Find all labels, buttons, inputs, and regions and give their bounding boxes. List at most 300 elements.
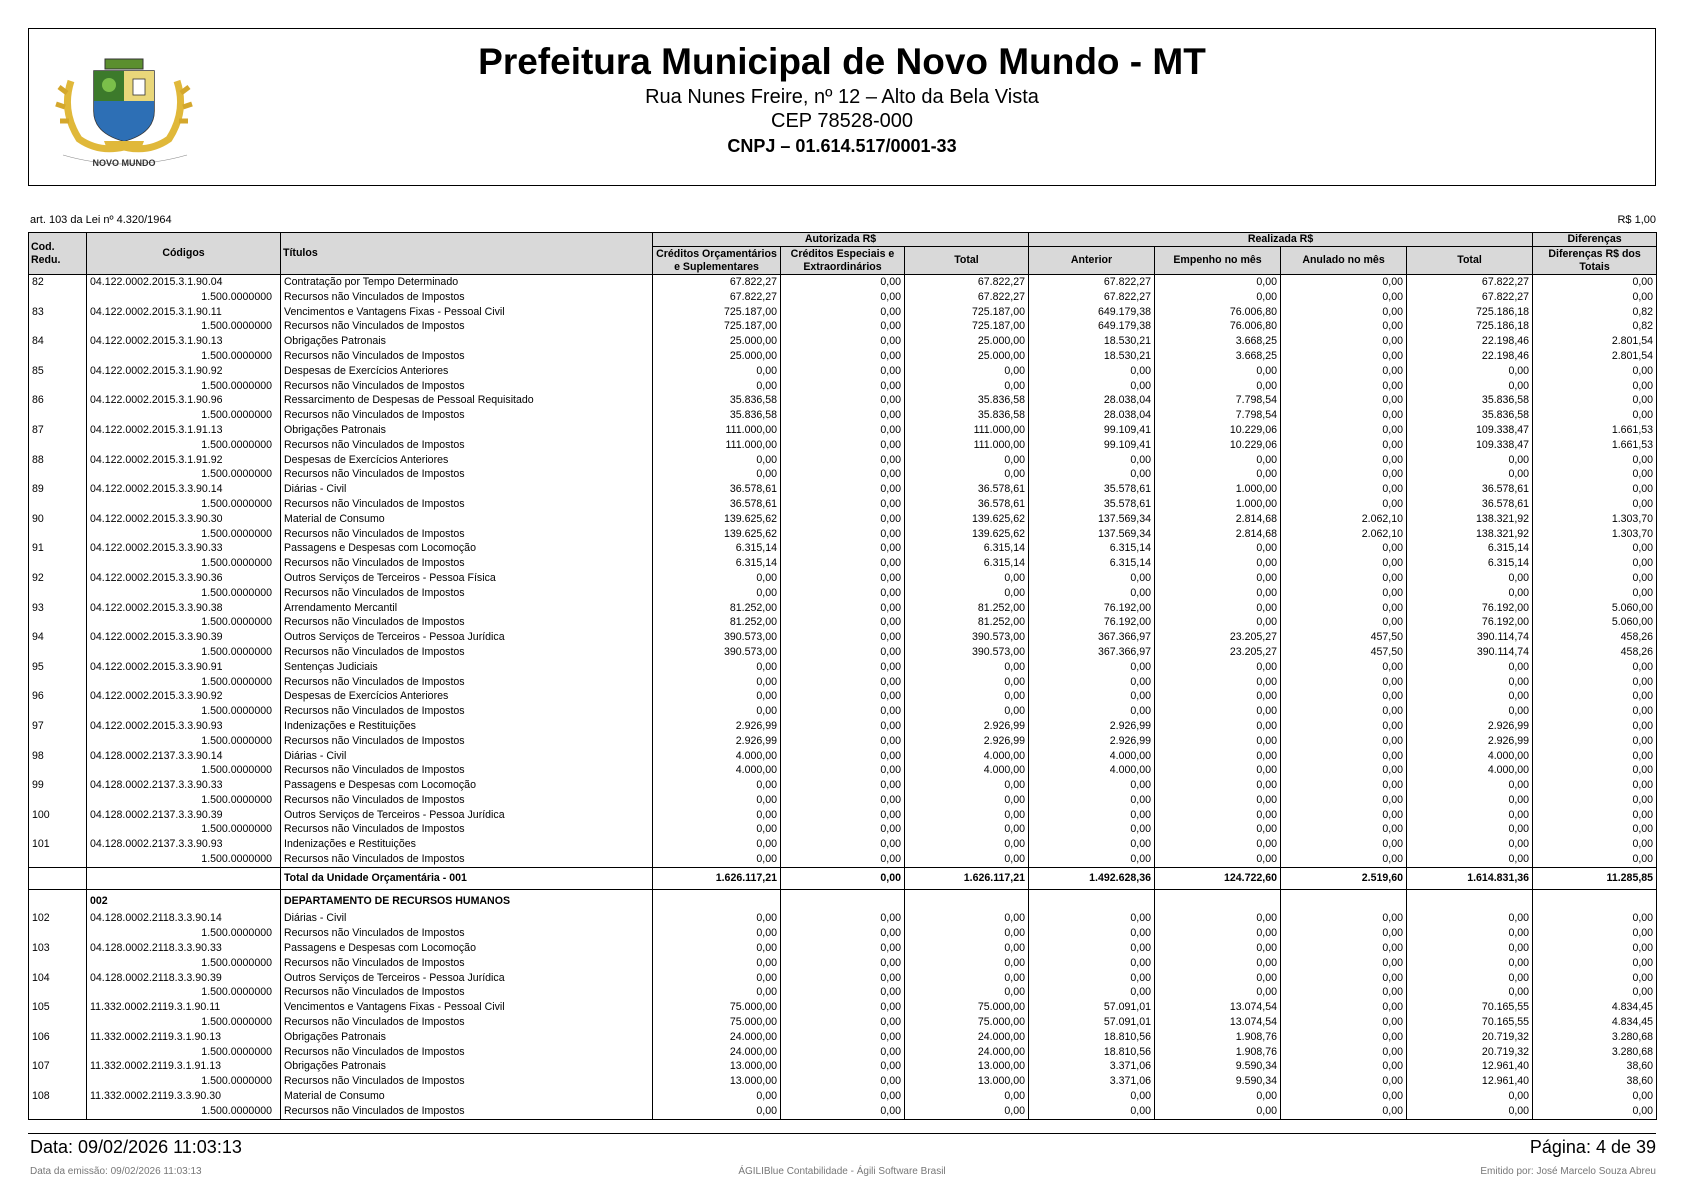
cell-value: 38,60	[1533, 1059, 1657, 1074]
cell-value: 457,50	[1281, 645, 1407, 660]
table-subrow	[29, 1074, 1657, 1089]
cell-value: 2.814,68	[1155, 527, 1281, 542]
cell-value: 18.810,56	[1029, 1030, 1155, 1045]
table-subrow	[29, 763, 1657, 778]
cell-codigo: 04.128.0002.2118.3.3.90.14	[87, 911, 281, 926]
table-row	[29, 305, 1657, 320]
cell-codigo: 04.122.0002.2015.3.1.91.13	[87, 423, 281, 438]
cell-value: 0,00	[905, 364, 1029, 379]
cell-titulo: Recursos não Vinculados de Impostos	[281, 408, 653, 423]
cell-value: 4.000,00	[905, 763, 1029, 778]
cell-codigo	[87, 867, 281, 889]
cell-value: 75.000,00	[653, 1015, 781, 1030]
cell-value: 0,00	[1029, 956, 1155, 971]
cell-value: 81.252,00	[905, 601, 1029, 616]
cell-value: 0,00	[1533, 1089, 1657, 1104]
cell-codigo: 04.122.0002.2015.3.3.90.14	[87, 482, 281, 497]
cell-value: 0,00	[1533, 971, 1657, 986]
cell-value: 36.578,61	[653, 482, 781, 497]
cell-codigo: 04.128.0002.2137.3.3.90.14	[87, 749, 281, 764]
cell-value: 4.834,45	[1533, 1000, 1657, 1015]
cell-value: 4.000,00	[1407, 763, 1533, 778]
cell-value: 0,00	[1281, 911, 1407, 926]
cell-value: 67.822,27	[905, 275, 1029, 290]
cell-titulo: Recursos não Vinculados de Impostos	[281, 290, 653, 305]
cell-codigo: 1.500.0000000	[87, 763, 281, 778]
cell-codigo: 1.500.0000000	[87, 1074, 281, 1089]
cell-value: 0,00	[653, 586, 781, 601]
table-row	[29, 423, 1657, 438]
cell-value: 0,00	[781, 527, 905, 542]
cell-cod: 96	[29, 689, 87, 704]
cell-value: 0,00	[1155, 689, 1281, 704]
cell-value: 0,00	[781, 719, 905, 734]
table-row	[29, 660, 1657, 675]
table-subrow	[29, 822, 1657, 837]
cell-value: 0,00	[1281, 601, 1407, 616]
cell-value: 0,00	[905, 822, 1029, 837]
cell-codigo: 04.122.0002.2015.3.3.90.92	[87, 689, 281, 704]
table-row	[29, 393, 1657, 408]
cell-value: 0,00	[653, 793, 781, 808]
cell-value	[1029, 889, 1155, 911]
cell-value: 23.205,27	[1155, 645, 1281, 660]
cell-titulo: Recursos não Vinculados de Impostos	[281, 467, 653, 482]
cell-titulo: Recursos não Vinculados de Impostos	[281, 1015, 653, 1030]
cell-codigo: 1.500.0000000	[87, 793, 281, 808]
cell-value: 0,00	[781, 704, 905, 719]
cell-value: 0,00	[1281, 778, 1407, 793]
cell-value: 0,00	[1155, 926, 1281, 941]
cell-value: 0,00	[781, 1000, 905, 1015]
cell-value: 0,00	[781, 660, 905, 675]
cell-codigo: 04.122.0002.2015.3.3.90.39	[87, 630, 281, 645]
cell-value: 0,00	[1533, 497, 1657, 512]
cell-codigo: 1.500.0000000	[87, 408, 281, 423]
cell-value: 1.908,76	[1155, 1045, 1281, 1060]
header-titulos: Títulos	[281, 233, 653, 275]
cell-value: 0,00	[653, 837, 781, 852]
cell-titulo: Recursos não Vinculados de Impostos	[281, 793, 653, 808]
table-subrow	[29, 1015, 1657, 1030]
table-subrow	[29, 926, 1657, 941]
cell-cod	[29, 889, 87, 911]
cell-value: 75.000,00	[905, 1015, 1029, 1030]
cell-value: 0,00	[1533, 985, 1657, 1000]
cell-value: 0,00	[781, 926, 905, 941]
cell-value: 0,00	[653, 852, 781, 867]
cell-codigo: 11.332.0002.2119.3.1.91.13	[87, 1059, 281, 1074]
cell-value: 36.578,61	[1407, 497, 1533, 512]
cell-value: 0,00	[1407, 808, 1533, 823]
cell-titulo: Material de Consumo	[281, 512, 653, 527]
emitted-by: Emitido por: José Marcelo Souza Abreu	[1480, 1166, 1656, 1177]
cell-value: 0,00	[1029, 675, 1155, 690]
cell-value: 0,00	[1029, 971, 1155, 986]
cell-value: 0,00	[1407, 586, 1533, 601]
cell-codigo: 1.500.0000000	[87, 956, 281, 971]
cell-codigo: 1.500.0000000	[87, 1104, 281, 1119]
cell-cod	[29, 467, 87, 482]
cell-value: 0,00	[1533, 793, 1657, 808]
table-subrow	[29, 704, 1657, 719]
cell-value: 67.822,27	[1407, 290, 1533, 305]
cell-value: 0,00	[1029, 660, 1155, 675]
cell-value: 0,00	[1281, 379, 1407, 394]
cell-value: 0,00	[1155, 763, 1281, 778]
cell-codigo: 1.500.0000000	[87, 497, 281, 512]
table-row	[29, 911, 1657, 926]
table-row	[29, 971, 1657, 986]
cell-value: 0,00	[653, 1089, 781, 1104]
cell-value: 0,00	[781, 749, 905, 764]
cell-value: 0,00	[1407, 675, 1533, 690]
cell-value: 0,00	[905, 778, 1029, 793]
cell-value: 0,00	[781, 349, 905, 364]
cell-titulo: Recursos não Vinculados de Impostos	[281, 985, 653, 1000]
cell-value: 0,00	[1281, 941, 1407, 956]
cell-value: 0,00	[781, 911, 905, 926]
cell-cod	[29, 675, 87, 690]
cell-value: 390.114,74	[1407, 645, 1533, 660]
cell-codigo: 1.500.0000000	[87, 615, 281, 630]
cell-codigo: 11.332.0002.2119.3.1.90.11	[87, 1000, 281, 1015]
table-subrow	[29, 379, 1657, 394]
cell-value: 390.573,00	[905, 645, 1029, 660]
cell-value: 6.315,14	[653, 541, 781, 556]
cell-value: 0,00	[1155, 911, 1281, 926]
cell-value: 390.573,00	[653, 645, 781, 660]
cell-value: 0,00	[653, 379, 781, 394]
cell-cod: 86	[29, 393, 87, 408]
cell-value: 0,00	[1281, 1045, 1407, 1060]
cell-value: 2.926,99	[1029, 734, 1155, 749]
cell-value: 0,00	[1155, 793, 1281, 808]
cnpj-line: CNPJ – 01.614.517/0001-33	[727, 136, 957, 156]
table-subrow	[29, 1045, 1657, 1060]
table-row	[29, 719, 1657, 734]
cell-titulo: Recursos não Vinculados de Impostos	[281, 586, 653, 601]
cell-value: 0,00	[781, 393, 905, 408]
cell-value: 0,00	[1281, 364, 1407, 379]
cell-cod	[29, 704, 87, 719]
cell-value: 0,00	[1029, 689, 1155, 704]
cell-value: 3.668,25	[1155, 349, 1281, 364]
cell-value: 13.074,54	[1155, 1000, 1281, 1015]
cell-value: 7.798,54	[1155, 393, 1281, 408]
cell-cod	[29, 1074, 87, 1089]
cell-value: 13.000,00	[905, 1074, 1029, 1089]
cell-value: 0,00	[1281, 467, 1407, 482]
cell-cod	[29, 763, 87, 778]
cell-titulo: Diárias - Civil	[281, 749, 653, 764]
cell-codigo: 04.122.0002.2015.3.3.90.38	[87, 601, 281, 616]
cell-value: 0,00	[1407, 778, 1533, 793]
cell-cod	[29, 586, 87, 601]
cell-value: 3.371,06	[1029, 1074, 1155, 1089]
cell-titulo: Recursos não Vinculados de Impostos	[281, 438, 653, 453]
cell-codigo: 04.122.0002.2015.3.1.90.13	[87, 334, 281, 349]
cell-value: 6.315,14	[653, 556, 781, 571]
cell-cod	[29, 556, 87, 571]
cell-cod: 99	[29, 778, 87, 793]
table-row	[29, 1030, 1657, 1045]
cell-value: 1.492.628,36	[1029, 867, 1155, 889]
cell-value: 0,00	[1281, 305, 1407, 320]
cell-value: 0,00	[781, 1015, 905, 1030]
cell-titulo: Recursos não Vinculados de Impostos	[281, 527, 653, 542]
cell-cod: 88	[29, 453, 87, 468]
cell-cod: 102	[29, 911, 87, 926]
cell-titulo: Indenizações e Restituições	[281, 837, 653, 852]
cell-value: 22.198,46	[1407, 349, 1533, 364]
cell-value: 25.000,00	[905, 349, 1029, 364]
cell-codigo: 04.128.0002.2118.3.3.90.33	[87, 941, 281, 956]
cell-value: 0,00	[1029, 852, 1155, 867]
cell-value: 5.060,00	[1533, 615, 1657, 630]
cell-value: 0,00	[1533, 660, 1657, 675]
cell-cod: 101	[29, 837, 87, 852]
table-subrow	[29, 645, 1657, 660]
cell-value: 0,00	[905, 985, 1029, 1000]
cell-value: 0,00	[905, 571, 1029, 586]
cell-titulo: Obrigações Patronais	[281, 423, 653, 438]
cell-titulo: Recursos não Vinculados de Impostos	[281, 379, 653, 394]
cell-value: 0,00	[781, 275, 905, 290]
cell-value: 0,00	[653, 971, 781, 986]
table-subrow	[29, 527, 1657, 542]
cell-value: 0,00	[1281, 1089, 1407, 1104]
cell-value: 0,00	[1029, 941, 1155, 956]
table-row	[29, 1059, 1657, 1074]
cell-value: 0,00	[1281, 571, 1407, 586]
cell-codigo: 04.122.0002.2015.3.3.90.93	[87, 719, 281, 734]
cell-value: 0,00	[1281, 1104, 1407, 1119]
cell-value: 0,00	[1281, 660, 1407, 675]
cell-value: 2.926,99	[653, 734, 781, 749]
cell-value	[1533, 889, 1657, 911]
cell-value: 2.926,99	[1029, 719, 1155, 734]
cell-value: 67.822,27	[1029, 290, 1155, 305]
cell-value: 36.578,61	[905, 482, 1029, 497]
cell-value: 0,00	[1281, 541, 1407, 556]
cell-value: 0,00	[653, 822, 781, 837]
cell-value: 0,00	[1155, 808, 1281, 823]
cell-value: 725.186,18	[1407, 319, 1533, 334]
cell-value: 0,00	[653, 985, 781, 1000]
cell-value: 4.000,00	[1029, 763, 1155, 778]
cell-value: 0,00	[1407, 911, 1533, 926]
cell-value: 0,00	[1281, 852, 1407, 867]
cell-value: 0,00	[1155, 734, 1281, 749]
cell-value	[781, 889, 905, 911]
report-header	[28, 28, 1656, 186]
cell-value: 0,00	[1533, 1104, 1657, 1119]
cell-value: 0,00	[1029, 985, 1155, 1000]
cell-value: 0,00	[1155, 956, 1281, 971]
cell-value: 6.315,14	[1407, 541, 1533, 556]
cell-codigo: 1.500.0000000	[87, 379, 281, 394]
cell-value: 0,00	[1533, 364, 1657, 379]
cell-cod: 97	[29, 719, 87, 734]
table-subrow	[29, 586, 1657, 601]
cell-value: 0,00	[1155, 660, 1281, 675]
cell-value: 0,00	[653, 778, 781, 793]
cell-value: 0,00	[1281, 556, 1407, 571]
cell-titulo: Recursos não Vinculados de Impostos	[281, 822, 653, 837]
cell-value: 0,00	[1407, 971, 1533, 986]
cell-value: 137.569,34	[1029, 512, 1155, 527]
cell-value: 0,00	[1155, 837, 1281, 852]
cell-value: 0,00	[781, 808, 905, 823]
cell-value: 25.000,00	[653, 349, 781, 364]
cell-value: 67.822,27	[905, 290, 1029, 305]
cell-codigo: 04.122.0002.2015.3.1.90.92	[87, 364, 281, 379]
cell-value: 0,00	[653, 956, 781, 971]
cell-value	[1155, 889, 1281, 911]
cell-value: 0,00	[1155, 601, 1281, 616]
cell-value: 0,00	[781, 956, 905, 971]
table-row	[29, 749, 1657, 764]
cell-cod: 108	[29, 1089, 87, 1104]
cell-value: 35.836,58	[1407, 408, 1533, 423]
cell-value: 725.187,00	[905, 305, 1029, 320]
table-row	[29, 601, 1657, 616]
cell-value: 0,00	[1155, 985, 1281, 1000]
cell-value: 4.000,00	[653, 749, 781, 764]
cell-titulo: Vencimentos e Vantagens Fixas - Pessoal Civil	[281, 1000, 653, 1015]
cell-value: 0,00	[1533, 941, 1657, 956]
cell-cod	[29, 734, 87, 749]
cell-value: 20.719,32	[1407, 1045, 1533, 1060]
currency-unit: R$ 1,00	[1617, 214, 1656, 226]
cell-value: 0,00	[1407, 985, 1533, 1000]
cell-value: 0,00	[781, 1030, 905, 1045]
cell-value: 0,00	[781, 453, 905, 468]
cell-value: 0,00	[1281, 1015, 1407, 1030]
page-title: Prefeitura Municipal de Novo Mundo - MT	[478, 41, 1206, 82]
cell-value: 2.926,99	[1407, 719, 1533, 734]
cell-codigo: 04.122.0002.2015.3.1.90.11	[87, 305, 281, 320]
cell-titulo: Obrigações Patronais	[281, 334, 653, 349]
cell-cod: 105	[29, 1000, 87, 1015]
cell-value: 0,00	[1407, 1104, 1533, 1119]
cell-value: 3.280,68	[1533, 1045, 1657, 1060]
cell-value	[905, 889, 1029, 911]
cell-titulo: Ressarcimento de Despesas de Pessoal Requisitado	[281, 393, 653, 408]
table-row	[29, 689, 1657, 704]
table-subrow	[29, 497, 1657, 512]
cell-value: 0,00	[653, 1104, 781, 1119]
cell-value: 0,00	[1533, 719, 1657, 734]
cell-value: 0,00	[1281, 763, 1407, 778]
cell-value: 0,00	[781, 941, 905, 956]
table-row	[29, 941, 1657, 956]
cell-cod: 82	[29, 275, 87, 290]
cell-codigo: 04.128.0002.2137.3.3.90.93	[87, 837, 281, 852]
cell-value: 0,00	[1155, 675, 1281, 690]
cell-value: 6.315,14	[1029, 556, 1155, 571]
cell-value: 0,82	[1533, 319, 1657, 334]
cell-value: 0,00	[1155, 290, 1281, 305]
header-diferencas-totais: Diferenças R$ dos Totais	[1533, 247, 1657, 275]
cell-value: 0,00	[1155, 719, 1281, 734]
header-anulado-mes: Anulado no mês	[1281, 247, 1407, 275]
cell-value: 13.074,54	[1155, 1015, 1281, 1030]
header-cod-redu: Cod. Redu.	[29, 233, 87, 275]
cell-value: 725.187,00	[653, 319, 781, 334]
cell-value: 0,00	[781, 985, 905, 1000]
cell-value: 0,00	[781, 497, 905, 512]
cell-value: 0,00	[781, 675, 905, 690]
cell-value: 0,00	[653, 675, 781, 690]
cell-value: 0,00	[905, 911, 1029, 926]
cell-value: 458,26	[1533, 630, 1657, 645]
cell-value: 2.926,99	[905, 734, 1029, 749]
cell-value: 2.814,68	[1155, 512, 1281, 527]
cell-value: 0,00	[781, 334, 905, 349]
cell-value: 390.573,00	[653, 630, 781, 645]
cell-value: 0,00	[1155, 556, 1281, 571]
cell-value: 0,00	[1029, 793, 1155, 808]
cell-titulo: Despesas de Exercícios Anteriores	[281, 689, 653, 704]
cell-value: 0,00	[1155, 467, 1281, 482]
table-row	[29, 1089, 1657, 1104]
cell-cod: 104	[29, 971, 87, 986]
cell-codigo: 1.500.0000000	[87, 586, 281, 601]
cell-codigo: 1.500.0000000	[87, 527, 281, 542]
cell-cod	[29, 497, 87, 512]
cell-value: 2.519,60	[1281, 867, 1407, 889]
cell-value: 0,00	[1407, 453, 1533, 468]
table-subrow	[29, 985, 1657, 1000]
cell-value: 0,00	[1155, 704, 1281, 719]
cell-cod: 93	[29, 601, 87, 616]
cell-value: 0,00	[653, 660, 781, 675]
cell-value: 0,00	[781, 586, 905, 601]
cell-titulo: Recursos não Vinculados de Impostos	[281, 615, 653, 630]
cell-value: 111.000,00	[653, 438, 781, 453]
cell-value: 0,00	[1155, 541, 1281, 556]
table-subrow	[29, 793, 1657, 808]
cell-value: 0,00	[905, 660, 1029, 675]
cell-cod: 100	[29, 808, 87, 823]
cell-value: 0,00	[1281, 290, 1407, 305]
cell-value: 0,00	[781, 1045, 905, 1060]
cell-cod	[29, 290, 87, 305]
cell-cod	[29, 926, 87, 941]
cell-value: 0,00	[781, 467, 905, 482]
cell-value: 0,00	[1155, 941, 1281, 956]
cell-cod	[29, 319, 87, 334]
cell-codigo: 1.500.0000000	[87, 822, 281, 837]
cell-value: 0,00	[1029, 1089, 1155, 1104]
cell-titulo: Obrigações Patronais	[281, 1030, 653, 1045]
cell-value: 0,00	[1533, 808, 1657, 823]
cell-value: 0,00	[1533, 541, 1657, 556]
cell-value: 0,00	[905, 852, 1029, 867]
table-subrow	[29, 349, 1657, 364]
cell-value: 458,26	[1533, 645, 1657, 660]
table-subrow	[29, 956, 1657, 971]
cell-value: 28.038,04	[1029, 408, 1155, 423]
cell-cod	[29, 1015, 87, 1030]
cell-value: 111.000,00	[905, 438, 1029, 453]
table-subrow	[29, 438, 1657, 453]
cell-titulo: Outros Serviços de Terceiros - Pessoa Jurídica	[281, 971, 653, 986]
cell-value: 0,00	[905, 808, 1029, 823]
cell-value: 0,00	[1281, 586, 1407, 601]
